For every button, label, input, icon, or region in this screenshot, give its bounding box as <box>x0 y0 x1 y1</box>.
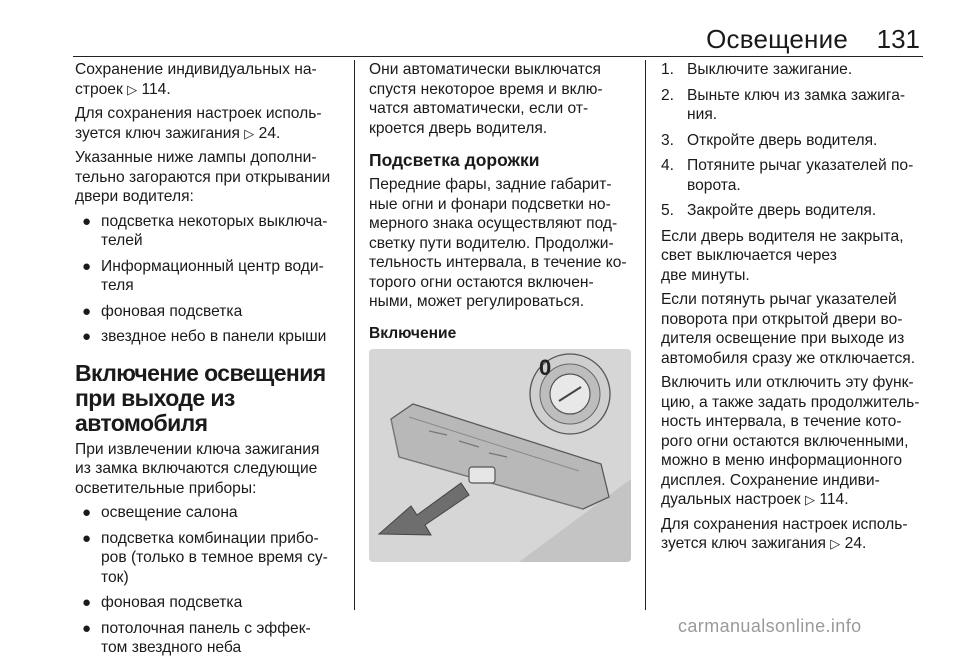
paragraph: Сохранение индивидуальных на- строек ▷ 114. <box>75 61 317 98</box>
list-item: 1. Выключите зажигание. <box>661 61 853 78</box>
column-3 <box>661 60 929 559</box>
turn-signal-lever-illustration <box>369 349 631 562</box>
page-ref-icon: ▷ <box>804 492 815 507</box>
header-divider <box>73 56 923 57</box>
bullet-icon: ● <box>82 529 92 547</box>
page-title: Освещение <box>706 24 848 54</box>
watermark: carmanualsonline.info <box>678 616 862 636</box>
list-item: ● фоновая подсветка <box>82 594 243 611</box>
figure-label: 0 <box>539 355 552 380</box>
page-ref-icon: ▷ <box>830 536 841 551</box>
paragraph: Передние фары, задние габарит- ные огни и фонари подсветки но- мерного знака осуществляют под- светку пути водителю. Продолжи- тельность интервала, в течение ко- торого огни остаются включен- ными, может регулироваться. <box>369 176 627 310</box>
bullet-icon: ● <box>82 594 92 611</box>
bullet-icon: ● <box>82 328 92 345</box>
list-item: 4. Потяните рычаг указателей по- ворота. <box>661 157 914 194</box>
paragraph: При извлечении ключа зажигания из замка включаются следующие осветительные приборы: <box>75 440 320 497</box>
list-item: ● подсветка комбинации прибо- ров (только в темное время су- ток) <box>82 529 328 586</box>
paragraph: Если дверь водителя не закрыта, свет выключается через две минуты. <box>661 227 904 284</box>
bullet-icon: ● <box>82 257 92 275</box>
subsection-heading: Включение <box>369 324 457 342</box>
list-item: ● освещение салона <box>82 504 238 521</box>
section-heading: Подсветка дорожки <box>369 150 540 170</box>
list-item: 3. Откройте дверь водителя. <box>661 131 878 149</box>
page-header <box>0 0 960 60</box>
paragraph: Они автоматически выключатся спустя некоторое время и вклю- чатся автоматически, если от- кроется дверь водителя. <box>369 61 603 137</box>
bullet-list <box>75 503 343 658</box>
page-ref-icon: ▷ <box>127 81 138 97</box>
list-item: ● подсветка некоторых выключа- телей <box>82 212 328 249</box>
lever-drawing <box>369 349 631 562</box>
list-item: ● фоновая подсветка <box>82 302 243 320</box>
list-item: ● Информационный центр води- теля <box>82 257 324 294</box>
bullet-icon: ● <box>82 504 92 521</box>
page-ref[interactable]: 114. <box>819 491 849 508</box>
list-item: 5. Закройте дверь водителя. <box>661 202 877 219</box>
column-divider-1 <box>354 60 355 610</box>
column-1 <box>75 60 343 664</box>
paragraph: Для сохранения настроек исполь- зуется ключ зажигания ▷ 24. <box>661 515 908 552</box>
list-item: ● потолочная панель с эффек- том звездного неба <box>82 619 311 656</box>
bullet-icon: ● <box>82 302 92 320</box>
page-ref[interactable]: 24. <box>258 124 281 142</box>
paragraph: Если потянуть рычаг указателей поворота при открытой двери во- дителя освещение при выходе из автомобиля сразу же отключается. <box>661 291 916 367</box>
column-divider-2 <box>645 60 646 610</box>
page-ref-icon: ▷ <box>244 125 255 141</box>
page-number: 131 <box>876 24 920 54</box>
paragraph: Указанные ниже лампы дополни- тельно загораются при открывании двери водителя: <box>75 149 331 205</box>
page-ref[interactable]: 24. <box>844 535 867 552</box>
list-item: ● звездное небо в панели крыши <box>82 328 327 345</box>
bullet-icon: ● <box>82 619 92 637</box>
section-heading: Включение освещения при выходе из автомобиля <box>75 359 326 436</box>
paragraph: Для сохранения настроек исполь- зуется ключ зажигания ▷ 24. <box>75 105 322 142</box>
bullet-list <box>75 212 343 347</box>
column-2 <box>369 60 637 562</box>
step-list <box>661 60 929 221</box>
bullet-icon: ● <box>82 212 92 230</box>
list-item: 2. Выньте ключ из замка зажига- ния. <box>661 86 906 123</box>
page-ref[interactable]: 114. <box>141 80 171 98</box>
paragraph: Включить или отключить эту функ- цию, а также задать продолжитель- ность интервала, в течение кото- рого огни остаются включенными, можно в меню информационного дисплея. Сохранение индиви- дуальных настроек ▷ 114. <box>661 374 920 508</box>
